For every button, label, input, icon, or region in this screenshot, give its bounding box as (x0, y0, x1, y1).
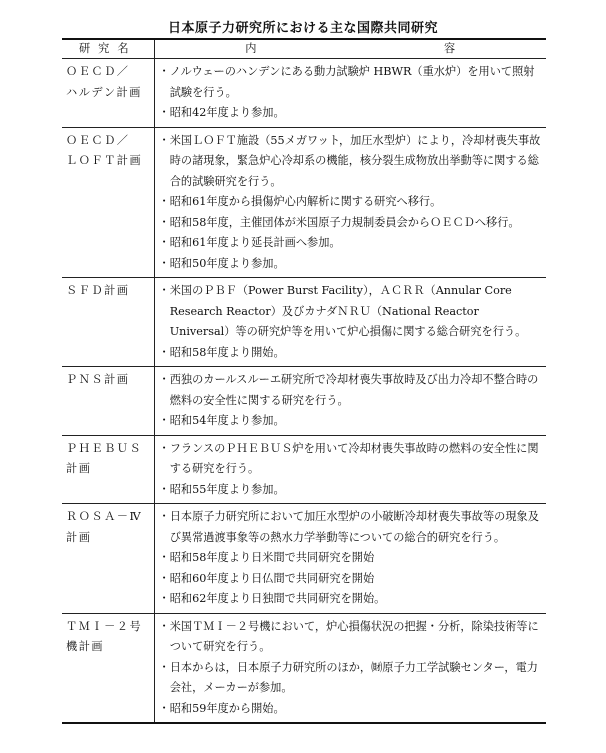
content-item (159, 131, 547, 193)
project-name-line: ＬＯＦＴ計画 (66, 154, 143, 167)
bullet-icon: ・ (158, 660, 170, 674)
bullet-icon: ・ (158, 256, 170, 270)
bullet-icon: ・ (158, 65, 170, 78)
project-content-cell (154, 613, 546, 723)
content-item (159, 589, 547, 610)
project-name-line: ＯＥＣＤ／ (66, 65, 130, 78)
content-item-text: 昭和60年度より日仏間で共同研究を開始 (169, 571, 375, 585)
content-item (159, 617, 547, 658)
content-item (159, 548, 547, 569)
bullet-icon: ・ (158, 441, 170, 455)
table-row (62, 278, 546, 367)
content-item (159, 480, 547, 501)
content-item (159, 658, 547, 699)
content-item-text: 昭和50年度より参加。 (169, 256, 285, 270)
bullet-icon: ・ (158, 592, 170, 605)
bullet-icon: ・ (158, 133, 170, 147)
project-name-line: ハルデン計画 (66, 85, 142, 99)
table-row (62, 613, 546, 723)
bullet-icon: ・ (158, 571, 170, 585)
content-item (159, 411, 547, 432)
project-content-cell (154, 127, 546, 278)
table-row (62, 367, 546, 436)
project-name-line: ＰＮＳ計画 (66, 373, 130, 386)
content-item-text: 昭和61年度から損傷炉心内解析に関する研究へ移行。 (169, 195, 442, 208)
table-row (62, 127, 546, 278)
content-item (159, 507, 547, 548)
content-item (159, 569, 547, 590)
project-name-line: ＳＦＤ計画 (66, 284, 130, 297)
content-item-text: 米国ＴＭＩ－２号機において，炉心損傷状況の把握・分析，除染技術等について研究を行う。 (169, 619, 539, 653)
content-item-text: 西独のカールスルーエ研究所で冷却材喪失事故時及び出力冷却不整合時の燃料の安全性に関する研究を行う。 (169, 373, 539, 407)
bullet-icon: ・ (158, 195, 170, 208)
project-content-cell (154, 278, 546, 367)
project-name-line: 計画 (66, 530, 92, 544)
content-item-text: 昭和58年度より日米間で共同研究を開始 (169, 551, 375, 564)
bullet-icon: ・ (158, 510, 170, 523)
project-name-line: 計画 (66, 462, 92, 475)
content-item (159, 103, 547, 124)
project-content-cell (154, 59, 546, 128)
bullet-icon: ・ (158, 619, 170, 633)
content-item-text: 昭和62年度より日独間で共同研究を開始。 (169, 592, 386, 605)
content-item-text: 昭和54年度より参加。 (169, 414, 285, 427)
content-item (159, 254, 547, 275)
header-content: 内容 (245, 42, 456, 55)
project-name-line: 機計画 (66, 640, 105, 653)
content-item (159, 699, 547, 720)
table-row (62, 435, 546, 504)
content-item-text: 日本原子力研究所において加圧水型炉の小破断冷却材喪失事故等の現象及び異常過渡事象等の熱水力学挙動等についての総合的研究を行う。 (169, 510, 539, 544)
content-item-text: 日本からは，日本原子力研究所のほか，㈶原子力工学試験センター，電力会社，メーカーが参加。 (169, 660, 538, 694)
bullet-icon: ・ (158, 106, 170, 119)
content-item (159, 192, 547, 213)
bullet-icon: ・ (158, 236, 170, 249)
content-item-text: 昭和58年度，主催団体が米国原子力規制委員会からＯＥＣＤへ移行。 (169, 215, 520, 229)
content-item-text: 米国のＰＢＦ（Power Burst Facility），ＡＣＲＲ（Annular Core Research Reactor）及びカナダＮＲＵ（National Reactor Universal）等の研究炉等を用いて炉心損傷に関する総合研究を行う。 (169, 284, 527, 338)
bullet-icon: ・ (158, 482, 170, 496)
bullet-icon: ・ (158, 284, 170, 297)
content-item-text: フランスのＰＨＥＢＵＳ炉を用いて冷却材喪失事故時の燃料の安全性に関する研究を行う。 (169, 441, 539, 475)
page-title: 日本原子力研究所における主な国際共同研究 (167, 21, 438, 36)
project-name-cell (62, 278, 154, 367)
table-row (62, 504, 546, 614)
table-row (62, 59, 546, 128)
content-item-text: 昭和59年度から開始。 (169, 701, 285, 715)
content-item (159, 213, 547, 234)
project-name-line: ＰＨＥＢＵＳ (66, 441, 143, 455)
bullet-icon: ・ (158, 215, 170, 229)
research-table (62, 38, 546, 724)
header-content-cell (154, 39, 546, 59)
project-content-cell (154, 367, 546, 436)
project-name-cell (62, 613, 154, 723)
content-item (159, 281, 547, 343)
project-name-line: ＴＭＩ－２号 (66, 619, 143, 633)
content-item-text: 昭和42年度より参加。 (169, 106, 285, 119)
project-content-cell (154, 435, 546, 504)
project-name-cell (62, 127, 154, 278)
project-name-line: ＯＥＣＤ／ (66, 133, 130, 147)
bullet-icon: ・ (158, 345, 170, 359)
bullet-icon: ・ (158, 701, 170, 715)
content-item-text: 昭和55年度より参加。 (169, 482, 285, 496)
bullet-icon: ・ (158, 414, 170, 427)
table-header-row (62, 39, 546, 59)
content-item-text: 米国ＬＯＦＴ施設（55メガワット，加圧水型炉）により，冷却材喪失事故時の諸現象，緊急炉心冷却系の機能，核分裂生成物放出挙動等に関する総合的試験研究を行う。 (169, 133, 541, 188)
content-item-text: 昭和58年度より開始。 (169, 345, 285, 359)
project-name-cell (62, 367, 154, 436)
content-item (159, 370, 547, 411)
content-item-text: 昭和61年度より延長計画へ参加。 (169, 236, 341, 249)
project-name-cell (62, 435, 154, 504)
project-name-line: ＲＯＳＡ－Ⅳ (66, 510, 143, 523)
content-item-text: ノルウェーのハンデンにある動力試験炉 HBWR（重水炉）を用いて照射試験を行う。 (169, 65, 535, 99)
project-name-cell (62, 504, 154, 614)
bullet-icon: ・ (158, 551, 170, 564)
content-item (159, 439, 547, 480)
content-item (159, 62, 547, 103)
project-name-cell (62, 59, 154, 128)
header-name: 研究名 (62, 39, 154, 59)
bullet-icon: ・ (158, 373, 170, 386)
project-content-cell (154, 504, 546, 614)
content-item (159, 233, 547, 254)
content-item (159, 343, 547, 364)
